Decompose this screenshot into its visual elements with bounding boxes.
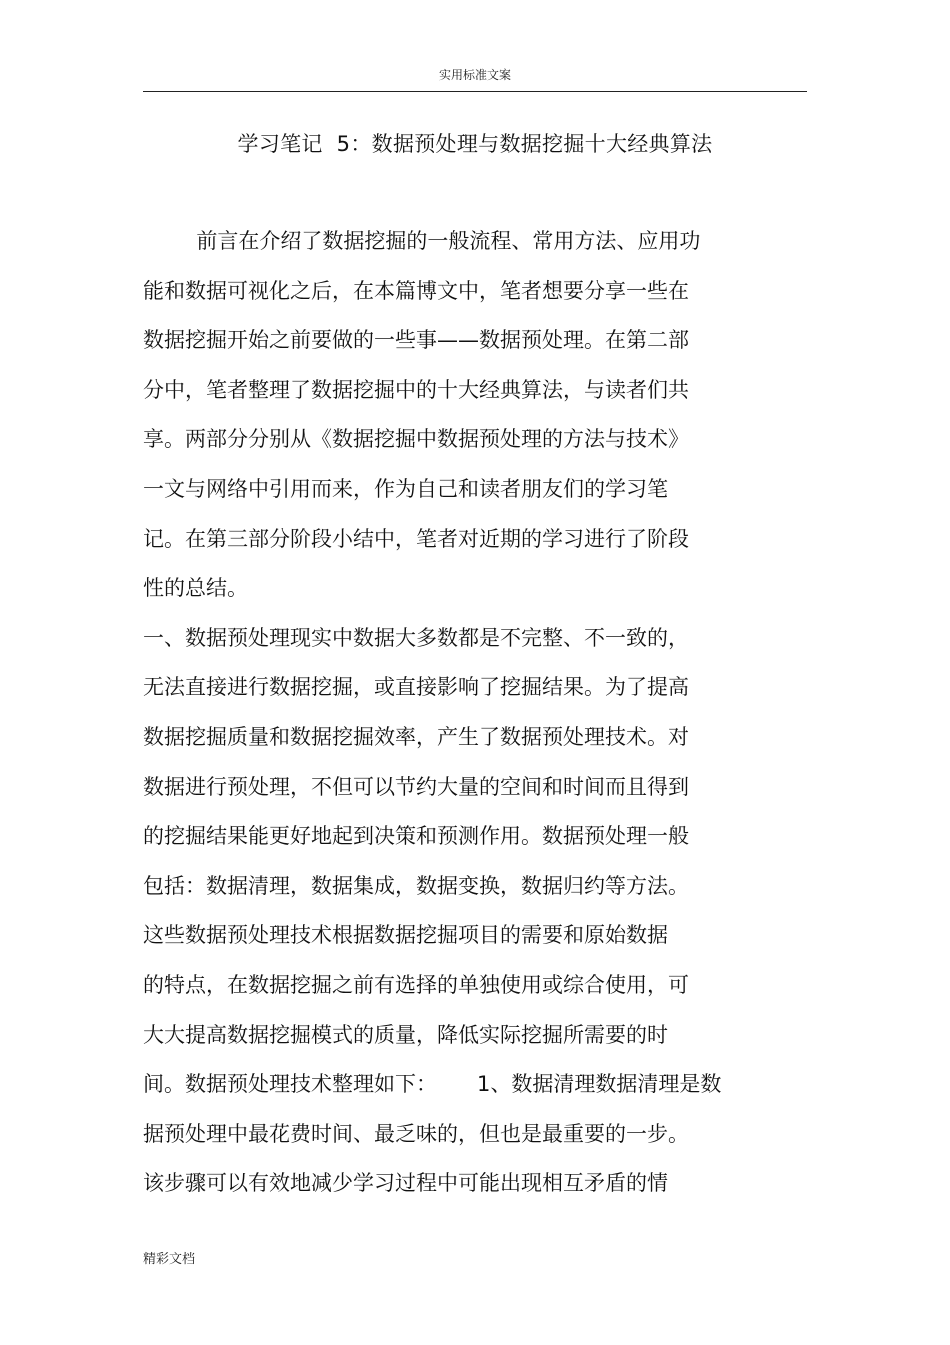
text-line: 一、数据预处理现实中数据大多数都是不完整、不一致的，	[143, 625, 689, 650]
text-line: 性的总结。	[143, 576, 248, 601]
text-line: 前言在介绍了数据挖掘的一般流程、常用方法、应用功	[143, 229, 701, 253]
text-line: 数据进行预处理，不但可以节约大量的空间和时间而且得到	[143, 774, 689, 799]
text-line: 享。两部分分别从《数据挖掘中数据预处理的方法与技术》	[143, 427, 689, 452]
text-line: 数据挖掘开始之前要做的一些事——数据预处理。在第二部	[143, 328, 689, 353]
text-line: 该步骤可以有效地减少学习过程中可能出现相互矛盾的情	[143, 1171, 668, 1196]
text-line: 无法直接进行数据挖掘，或直接影响了挖掘结果。为了提高	[143, 675, 689, 700]
page-footer: 精彩文档	[143, 1252, 196, 1267]
document-title: 学习笔记 5：数据预处理与数据挖掘十大经典算法	[237, 132, 713, 156]
text-line: 数据挖掘质量和数据挖掘效率，产生了数据预处理技术。对	[143, 724, 689, 749]
header-rule	[143, 91, 807, 92]
text-line: 能和数据可视化之后，在本篇博文中，笔者想要分享一些在	[143, 278, 689, 303]
text-line: 大大提高数据挖掘模式的质量，降低实际挖掘所需要的时	[143, 1022, 668, 1047]
text-line: 这些数据预处理技术根据数据挖掘项目的需要和原始数据	[143, 923, 668, 948]
text-line: 据预处理中最花费时间、最乏味的，但也是最重要的一步。	[143, 1121, 689, 1146]
text-line: 分中，笔者整理了数据挖掘中的十大经典算法，与读者们共	[143, 377, 689, 402]
text-line: 包括：数据清理，数据集成，数据变换，数据归约等方法。	[143, 873, 689, 898]
body-text	[143, 221, 823, 1213]
text-line: 记。在第三部分阶段小结中，笔者对近期的学习进行了阶段	[143, 526, 689, 551]
page-header: 实用标准文案	[438, 68, 511, 82]
text-line: 的挖掘结果能更好地起到决策和预测作用。数据预处理一般	[143, 824, 689, 849]
text-line: 一文与网络中引用而来，作为自己和读者朋友们的学习笔	[143, 476, 668, 501]
text-line: 的特点，在数据挖掘之前有选择的单独使用或综合使用，可	[143, 972, 689, 997]
text-line: 间。数据预处理技术整理如下： 1、数据清理数据清理是数	[143, 1072, 722, 1097]
